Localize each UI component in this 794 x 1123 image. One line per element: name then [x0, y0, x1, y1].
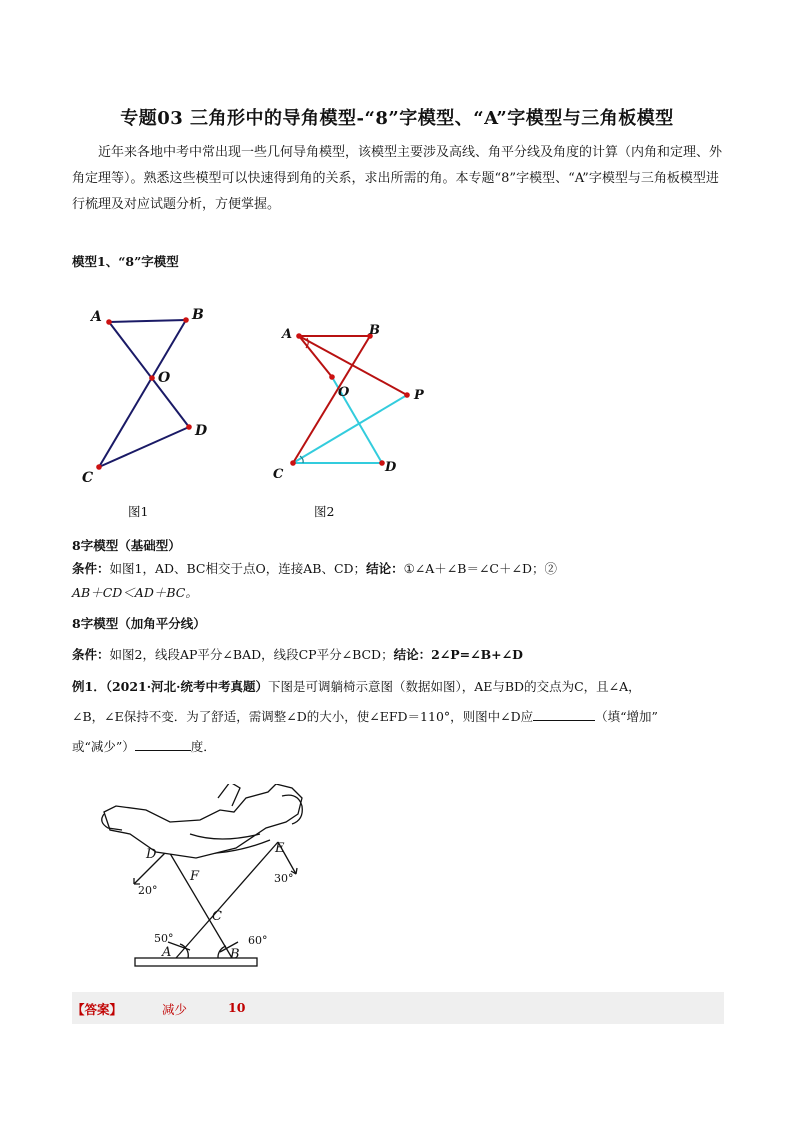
- answer-tag: 【答案】: [72, 1002, 123, 1017]
- chair-angle-20: 20°: [138, 884, 158, 897]
- fig1-label-a: A: [91, 309, 102, 325]
- bisector-cond-text: 如图2，线段AP平分∠BAD，线段CP平分∠BCD；: [109, 647, 394, 662]
- bisector-concl-text: 2∠P=∠B+∠D: [431, 647, 523, 662]
- fig2-caption: 图2: [314, 504, 335, 519]
- chair-label-b: B: [230, 947, 240, 962]
- basic-condition: [72, 560, 732, 578]
- basic-cond-label: 条件：: [72, 561, 110, 576]
- example-text-2b: （填“增加”: [595, 709, 658, 724]
- recliner-figure: [90, 784, 330, 974]
- bisector-cond-label: 条件：: [72, 647, 110, 662]
- example-line-2: [72, 708, 732, 726]
- fig1-label-d: D: [195, 423, 208, 439]
- example-text-2a: ∠B，∠E保持不变．为了舒适，需调整∠D的大小，使∠EFD＝110°，则图中∠D应: [72, 709, 534, 724]
- fig2-label-a: A: [282, 327, 293, 342]
- example-text-1: 下图是可调躺椅示意图（数据如图），AE与BD的交点为C，且∠A，: [267, 679, 641, 694]
- page-title: 专题03 三角形中的导角模型-“8”字模型、“A”字模型与三角板模型: [120, 108, 674, 129]
- fig2-label-c: C: [273, 467, 284, 482]
- example-line-1: [72, 678, 732, 696]
- fig1-label-o: O: [158, 370, 171, 386]
- example-line-3: [72, 738, 732, 756]
- bisector-condition: [72, 646, 732, 664]
- bisector-concl-label: 结论：: [393, 647, 432, 662]
- fig1-caption: 图1: [128, 504, 149, 519]
- chair-angle-50: 50°: [154, 932, 174, 945]
- fig1-label-c: C: [82, 470, 94, 486]
- chair-label-f: F: [190, 869, 200, 884]
- chair-label-a: A: [162, 945, 172, 960]
- example-text-3a: 或“减少”）: [72, 739, 135, 754]
- intro-paragraph: 近年来各地中考中常出现一些几何导角模型，该模型主要涉及高线、角平分线及角度的计算（内角和定理、外角定理等）。熟悉这些模型可以快速得到角的关系，求出所需的角。本专题“8”字模型、“A”字模型与三角板模型进行梳理及对应试题分析，方便掌握。: [72, 145, 723, 212]
- example-source: （2021·河北·统考中考真题）: [105, 679, 268, 694]
- basic-cond-text: 如图1，AD、BC相交于点O，连接AB、CD；: [109, 561, 367, 576]
- basic-concl-text: ①∠A＋∠B＝∠C＋∠D；②: [403, 561, 557, 576]
- chair-label-e: E: [275, 841, 285, 856]
- basic-heading: 8字模型（基础型）: [72, 538, 181, 553]
- chair-label-d: D: [146, 847, 157, 862]
- chair-angle-30: 30°: [274, 872, 294, 885]
- chair-angle-60: 60°: [248, 934, 268, 947]
- figure-1: [72, 296, 232, 492]
- answer-value-1: 减少: [162, 1002, 188, 1017]
- fig1-label-b: B: [192, 307, 204, 323]
- model1-heading: 模型1、“8”字模型: [72, 254, 179, 269]
- fig2-label-b: B: [369, 323, 380, 338]
- example-text-3b: 度．: [190, 739, 216, 754]
- answer-blank-2[interactable]: [135, 738, 191, 751]
- answer-value-2: 10: [228, 1000, 246, 1015]
- figure-2: [264, 316, 434, 486]
- chair-label-c: C: [212, 909, 222, 924]
- answer-bar: [72, 992, 724, 1024]
- fig2-label-d: D: [385, 460, 397, 475]
- fig2-label-p: P: [414, 388, 424, 403]
- fig2-label-o: O: [338, 385, 350, 400]
- answer-blank-1[interactable]: [533, 708, 595, 721]
- example-label: 例1．: [72, 679, 106, 694]
- bisector-heading: 8字模型（加角平分线）: [72, 616, 206, 631]
- basic-conclusion-2: AB＋CD＜AD＋BC。: [72, 585, 198, 600]
- basic-concl-label: 结论：: [366, 561, 404, 576]
